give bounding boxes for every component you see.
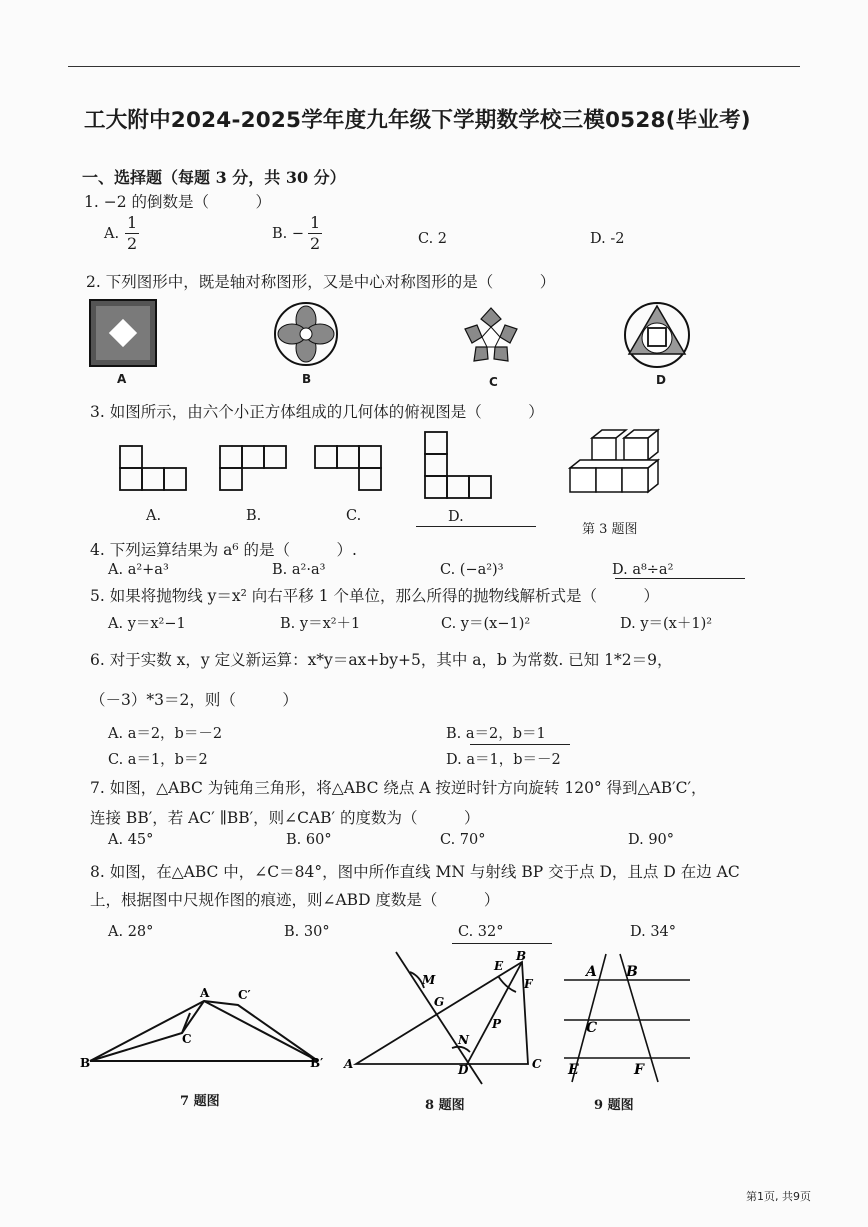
q6-stem-line1: 6. 对于实数 x，y 定义新运算：x*y＝ax+by+5，其中 a，b 为常数. 已知 1*2＝9，	[90, 651, 673, 669]
q3-view-d[interactable]	[423, 430, 495, 500]
q3-underline	[416, 526, 536, 527]
figure-7	[76, 985, 336, 1075]
q6-option-b[interactable]: B. a＝2，b＝1	[446, 726, 546, 742]
q5-option-c[interactable]: C. y＝(x−1)²	[441, 616, 531, 632]
q7-option-c[interactable]: C. 70°	[440, 832, 486, 848]
q6-b-underline	[470, 744, 570, 745]
q3-label-a: A.	[146, 508, 162, 524]
q8-option-c[interactable]: C. 32°	[458, 924, 504, 940]
fig8-label-e: E	[494, 959, 504, 973]
q3-stem: 3. 如图所示，由六个小正方体组成的几何体的俯视图是（ ）	[90, 403, 544, 421]
q3-view-c[interactable]	[313, 444, 385, 494]
header-rule	[68, 66, 800, 67]
q4-option-d[interactable]: D. a⁸÷a²	[612, 562, 674, 578]
q1-a-prefix: A.	[104, 225, 120, 242]
fig8-label-f: F	[524, 977, 533, 991]
fig7-caption: 7 题图	[180, 1094, 220, 1109]
q7-stem-line2: 连接 BB′，若 AC′ ∥BB′，则∠CAB′ 的度数为（ ）	[90, 809, 480, 827]
q4-stem: 4. 下列运算结果为 a⁶ 的是（ ）.	[90, 541, 357, 559]
q1-b-prefix: B. −	[272, 225, 305, 242]
fig9-label-c: C	[586, 1020, 598, 1036]
fig7-label-b: B	[80, 1056, 91, 1070]
fig8-label-a: A	[344, 1057, 354, 1071]
q3-figure-caption: 第 3 题图	[582, 522, 638, 537]
fig8-label-m: M	[422, 973, 436, 987]
q8-stem-line1: 8. 如图，在△ABC 中，∠C＝84°，图中所作直线 MN 与射线 BP 交于点 D，且点 D 在边 AC	[90, 863, 740, 881]
q2-figure-b[interactable]	[272, 300, 340, 368]
fig9-label-a: A	[586, 964, 597, 980]
q2-label-b: B	[302, 372, 312, 386]
fig8-label-g: G	[434, 995, 445, 1009]
q1-b-denominator: 2	[309, 234, 321, 253]
fig9-caption: 9 题图	[594, 1098, 634, 1113]
q1-option-d[interactable]: D. -2	[590, 231, 625, 247]
q6-stem-line2: （－3）*3＝2，则（ ）	[90, 691, 298, 709]
fig9-label-e: E	[568, 1062, 579, 1078]
q5-option-d[interactable]: D. y＝(x＋1)²	[620, 616, 713, 632]
fig7-label-a: A	[200, 986, 210, 1000]
q4-option-a[interactable]: A. a²+a³	[108, 562, 169, 578]
q2-label-d: D	[656, 373, 666, 387]
q4-underline	[615, 578, 745, 579]
q1-option-c[interactable]: C. 2	[418, 231, 448, 247]
q3-label-b: B.	[246, 508, 262, 524]
q3-view-b[interactable]	[218, 444, 290, 494]
q8-option-b[interactable]: B. 30°	[284, 924, 330, 940]
q4-option-c[interactable]: C. (−a²)³	[440, 562, 504, 578]
q5-stem: 5. 如果将抛物线 y＝x² 向右平移 1 个单位，那么所得的抛物线解析式是（ ）	[90, 587, 659, 605]
section-heading: 一、选择题（每题 3 分，共 30 分）	[82, 168, 346, 187]
q2-label-c: C	[489, 375, 498, 389]
q8-c-underline	[452, 943, 552, 944]
page-number: 第1页, 共9页	[746, 1190, 811, 1203]
q6-option-d[interactable]: D. a＝1，b＝－2	[446, 752, 561, 768]
q4-option-b[interactable]: B. a²·a³	[272, 562, 326, 578]
q6-option-a[interactable]: A. a＝2，b＝－2	[108, 726, 223, 742]
fig7-label-c: C	[182, 1032, 192, 1046]
fig7-label-bp: B′	[310, 1056, 324, 1070]
q8-option-d[interactable]: D. 34°	[630, 924, 677, 940]
q1-option-a[interactable]	[104, 214, 139, 253]
fig8-label-p: P	[492, 1017, 502, 1031]
fig7-label-cp: C′	[238, 988, 251, 1002]
q2-figure-d[interactable]	[622, 300, 692, 370]
fig8-caption: 8 题图	[425, 1098, 465, 1113]
q1-stem: 1. −2 的倒数是（ ）	[84, 193, 271, 211]
fig8-label-d: D	[458, 1063, 469, 1077]
q2-stem: 2. 下列图形中，既是轴对称图形，又是中心对称图形的是（ ）	[86, 273, 556, 291]
q1-a-numerator: 1	[127, 213, 138, 232]
q7-stem-line1: 7. 如图，△ABC 为钝角三角形，将△ABC 绕点 A 按逆时针方向旋转 120° 得到△AB′C′，	[90, 779, 707, 797]
q1-a-denominator: 2	[127, 234, 138, 253]
fig8-label-c: C	[532, 1057, 542, 1071]
q3-view-a[interactable]	[118, 444, 190, 494]
fig8-label-n: N	[458, 1033, 469, 1047]
q2-label-a: A	[117, 372, 127, 386]
fig8-label-b: B	[516, 949, 527, 963]
q3-label-c: C.	[346, 508, 362, 524]
q1-option-b[interactable]	[272, 214, 322, 253]
page-title: 工大附中2024-2025学年度九年级下学期数学校三模0528(毕业考)	[84, 108, 751, 133]
fig9-label-b: B	[626, 964, 638, 980]
q5-option-b[interactable]: B. y＝x²＋1	[280, 616, 361, 632]
q5-option-a[interactable]: A. y＝x²−1	[108, 616, 186, 632]
figure-9	[558, 950, 698, 1085]
q8-option-a[interactable]: A. 28°	[108, 924, 154, 940]
q7-option-a[interactable]: A. 45°	[108, 832, 154, 848]
q7-option-b[interactable]: B. 60°	[286, 832, 332, 848]
q6-option-c[interactable]: C. a＝1，b＝2	[108, 752, 208, 768]
q7-option-d[interactable]: D. 90°	[628, 832, 675, 848]
q1-a-fraction	[125, 214, 139, 253]
q3-solid-figure	[568, 428, 664, 496]
q2-figure-c[interactable]	[460, 305, 522, 367]
q1-b-fraction	[308, 214, 322, 253]
figure-8	[340, 948, 552, 1088]
q3-label-d: D.	[448, 509, 464, 525]
q1-b-numerator: 1	[309, 213, 321, 232]
q2-figure-a[interactable]	[88, 298, 158, 368]
fig9-label-f: F	[634, 1062, 644, 1078]
q8-stem-line2: 上，根据图中尺规作图的痕迹，则∠ABD 度数是（ ）	[90, 891, 500, 909]
